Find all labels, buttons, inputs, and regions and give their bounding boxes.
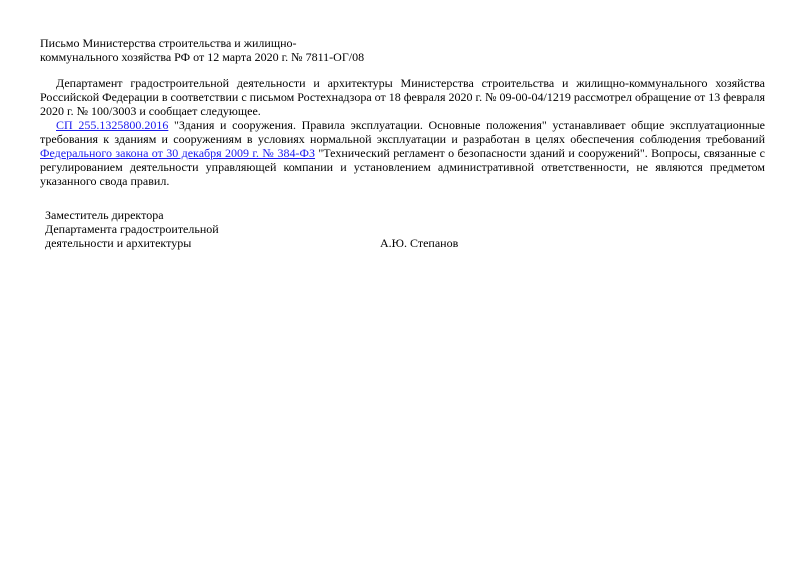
signatory-name: А.Ю. Степанов bbox=[380, 236, 459, 250]
paragraph-main-text-2: "Технический регламент о безопасности зданий и сооружений". Вопросы, связанные с регулированием деятельности управляющей компании и установлением административной ответственности, не являются предметом указанного свода правил. bbox=[40, 146, 765, 188]
signature-position-line-1: Заместитель директора bbox=[45, 208, 164, 222]
federal-law-384-link[interactable]: Федерального закона от 30 декабря 2009 г. № 384-ФЗ bbox=[40, 146, 316, 160]
document-page bbox=[40, 36, 765, 250]
signature-position-line-3: деятельности и архитектуры bbox=[45, 236, 192, 250]
document-title: Письмо Министерства строительства и жилищно-коммунального хозяйства РФ от 12 марта 2020 г. № 7811-ОГ/08 bbox=[40, 36, 365, 64]
paragraph-main bbox=[40, 118, 765, 188]
sp-255-link[interactable]: СП 255.1325800.2016 bbox=[56, 118, 169, 132]
paragraph-main-text-1: "Здания и сооружения. Правила эксплуатации. Основные положения" устанавливает общие эксплуатационные требования к зданиям и сооружениям в условиях нормальной эксплуатации и разработан в целях обеспечения соблюдения требований bbox=[40, 118, 766, 146]
paragraph-intro: Департамент градостроительной деятельности и архитектуры Министерства строительства и жилищно-коммунального хозяйства Российской Федерации в соответствии с письмом Ростехнадзора от 18 февраля 2020 г. № 09-00-04/1219 рассмотрел обращение от 13 февраля 2020 г. № 100/3003 и сообщает следующее. bbox=[40, 76, 765, 118]
signature-position-line-2: Департамента градостроительной bbox=[45, 222, 219, 236]
signature-block bbox=[45, 208, 765, 250]
